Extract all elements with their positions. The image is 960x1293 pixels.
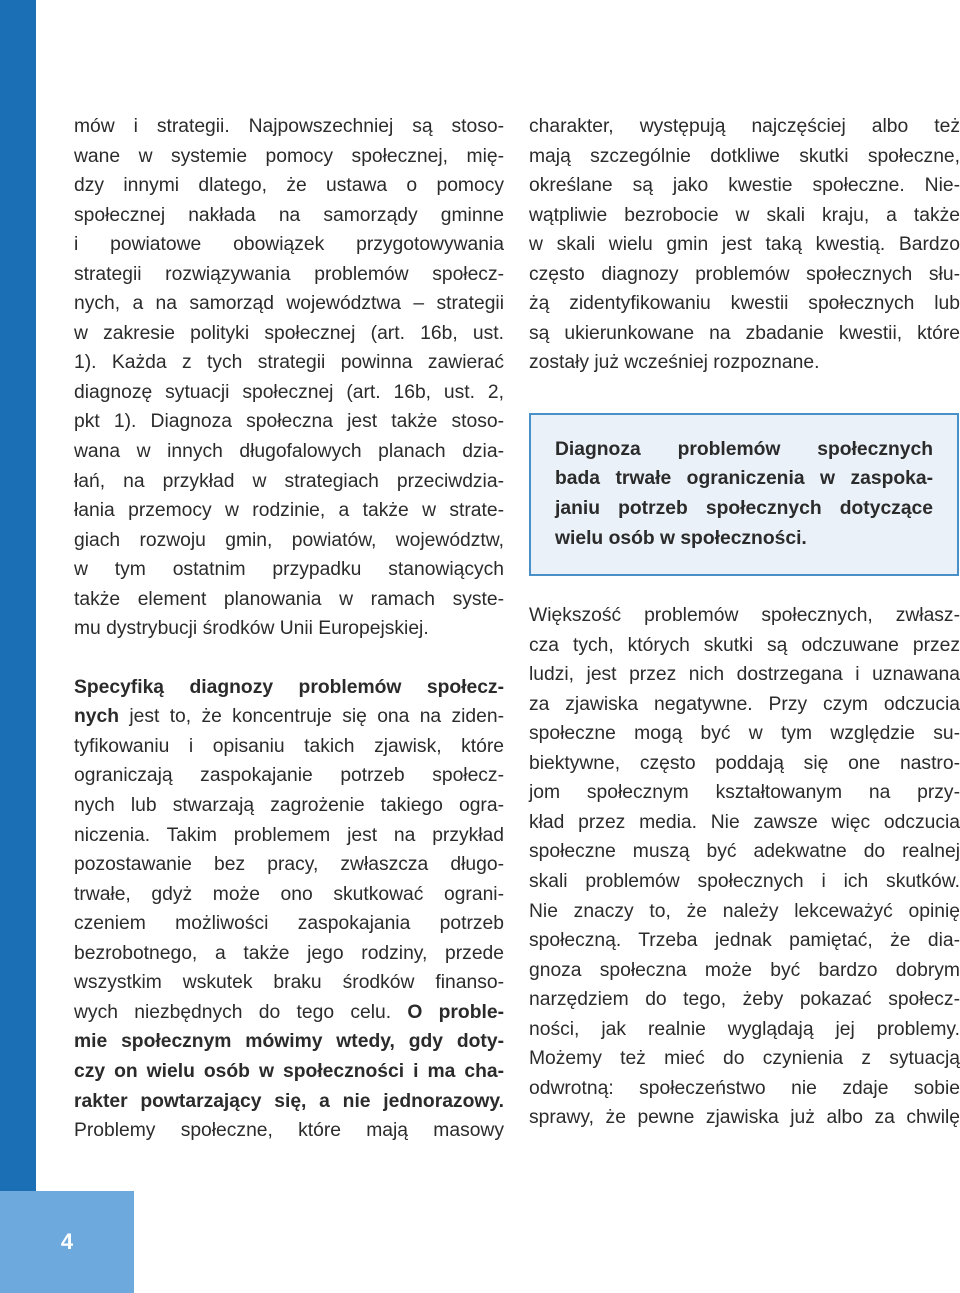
page-number: 4 (60, 1229, 74, 1254)
text-line: Problemy społeczne, które mają masowy (74, 1120, 504, 1142)
bold-term: nych (74, 706, 120, 728)
text-line: pozostawanie bez pracy, zwłaszcza długo- (74, 854, 504, 876)
text-line: wszystkim wskutek braku środków finanso- (74, 972, 504, 994)
text-line: bezrobotnego, a także jego rodziny, przede (74, 942, 504, 964)
text-line: Nie znaczy to, że należy lekceważyć opinię (529, 900, 960, 922)
text-line: biektywne, często poddają się one nastro- (529, 752, 960, 774)
text-line: ludzi, jest przez nich dostrzegana i uznawana (529, 664, 960, 686)
text-line: często diagnozy problemów społecznych słu- (529, 263, 960, 285)
left-paragraph-2 (74, 673, 504, 1146)
left-column (74, 112, 504, 1146)
bold-text-line: rakter powtarzający się, a nie jednorazowy. (74, 1090, 504, 1112)
text-line: 1). Każda z tych strategii powinna zawierać (74, 352, 504, 374)
bold-text-line: Specyfiką diagnozy problemów społecz- (74, 676, 504, 698)
text-line: pkt 1). Diagnoza społeczna jest także stoso- (74, 411, 504, 433)
text-line: Większość problemów społecznych, zwłasz- (529, 605, 960, 627)
right-paragraph-1 (529, 112, 960, 378)
text-line: tyfikowaniu i opisaniu takich zjawisk, które (74, 735, 504, 757)
text-line: nych lub stwarzają zagrożenie takiego ogra- (74, 795, 504, 817)
highlight-callout-box (529, 413, 959, 576)
right-paragraph-2 (529, 601, 960, 1133)
text-line: wane w systemie pomocy społecznej, mię- (74, 145, 504, 167)
text-line: wątpliwie bezrobocie w skali kraju, a także (529, 204, 960, 226)
text-line: łań, na przykład w strategiach przeciwdzia- (74, 470, 504, 492)
right-column (529, 112, 960, 1133)
text-line: diagnozę sytuacji społecznej (art. 16b, ust. 2, (74, 381, 504, 403)
text-line: cza tych, których skutki są odczuwane przez (529, 634, 960, 656)
text-line: w tym ostatnim przypadku stanowiących (74, 559, 504, 581)
text-line: skali problemów społecznych i ich skutków. (529, 871, 960, 893)
text-line: strategii rozwiązywania problemów społecz- (74, 263, 504, 285)
text-line: mów i strategii. Najpowszechniej są stoso- (74, 116, 504, 137)
text-line: Możemy też mieć do czynienia z sytuacją (529, 1048, 960, 1070)
text-line: mu dystrybucji środków Unii Europejskiej. (74, 618, 429, 640)
text-line: gnoza społeczna może być bardzo dobrym (529, 959, 960, 981)
page-number-box (0, 1191, 134, 1293)
text-line: charakter, występują najczęściej albo też (529, 116, 960, 137)
callout-line: bada trwałe ograniczenia w zaspoka- (555, 468, 933, 490)
text-line: za zjawiska negatywne. Przy czym odczucia (529, 693, 960, 715)
text-line: odwrotną: społeczeństwo nie zdaje sobie (529, 1077, 960, 1099)
text-line: narzędziem do tego, żeby pokazać społecz- (529, 989, 960, 1011)
text-run: wych niezbędnych do tego celu. (74, 1001, 408, 1023)
mixed-text-line (74, 998, 504, 1028)
text-line: w skali wielu gmin jest taką kwestią. Bardzo (529, 234, 960, 256)
text-line: zostały już wcześniej rozpoznane. (529, 352, 820, 374)
left-paragraph-1 (74, 112, 504, 644)
text-line: giach rozwoju gmin, powiatów, województw, (74, 529, 504, 551)
bold-text-line: czy on wielu osób w społeczności i ma cha- (74, 1060, 504, 1082)
text-line: trwałe, gdyż może ono skutkować ograni- (74, 883, 504, 905)
side-color-bar (0, 0, 36, 1293)
callout-line: Diagnoza problemów społecznych (555, 438, 933, 460)
text-line: nych, a na samorząd województwa – strategii (74, 293, 504, 315)
text-line: jom społecznym kształtowanym na przy- (529, 782, 960, 804)
text-line: żą zidentyfikowaniu kwestii społecznych lub (529, 293, 960, 315)
text-run: jest to, że koncentruje się ona na ziden- (119, 706, 504, 728)
callout-line: wielu osób w społeczności. (555, 527, 807, 549)
text-line: dzy innymi dlatego, że ustawa o pomocy (74, 175, 504, 197)
text-line: kład przez media. Nie zawsze więc odczucia (529, 811, 960, 833)
text-line: społeczną. Trzeba jednak pamiętać, że dia- (529, 930, 960, 952)
text-line: mają szczególnie dotkliwe skutki społeczne, (529, 145, 960, 167)
text-line: czeniem możliwości zaspokajania potrzeb (74, 913, 504, 935)
text-line: łania przemocy w rodzinie, a także w strate- (74, 500, 504, 522)
text-line: społeczne muszą być adekwatne do realnej (529, 841, 960, 863)
mixed-text-line (74, 702, 504, 732)
text-line: i powiatowe obowiązek przygotowywania (74, 234, 504, 256)
text-line: wana w innych długofalowych planach dzia- (74, 441, 504, 463)
text-line: niczenia. Takim problemem jest na przykład (74, 824, 504, 846)
paragraph-gap (74, 644, 504, 673)
text-line: ności, jak realnie wyglądają jej problemy. (529, 1018, 960, 1040)
text-line: są ukierunkowane na zbadanie kwestii, które (529, 322, 960, 344)
text-line: społecznej nakłada na samorządy gminne (74, 204, 504, 226)
text-line: ograniczają zaspokajanie potrzeb społecz- (74, 765, 504, 787)
callout-line: janiu potrzeb społecznych dotyczące (555, 498, 933, 520)
text-line: określane są jako kwestie społeczne. Nie- (529, 175, 960, 197)
text-line: sprawy, że pewne zjawiska już albo za chwilę (529, 1107, 960, 1129)
text-line: w zakresie polityki społecznej (art. 16b, ust. (74, 322, 504, 344)
text-line: społeczne mogą być w tym względzie su- (529, 723, 960, 745)
text-line: także element planowania w ramach syste- (74, 588, 504, 610)
bold-text-line: mie społecznym mówimy wtedy, gdy doty- (74, 1031, 504, 1053)
bold-run: O proble- (407, 1001, 504, 1023)
